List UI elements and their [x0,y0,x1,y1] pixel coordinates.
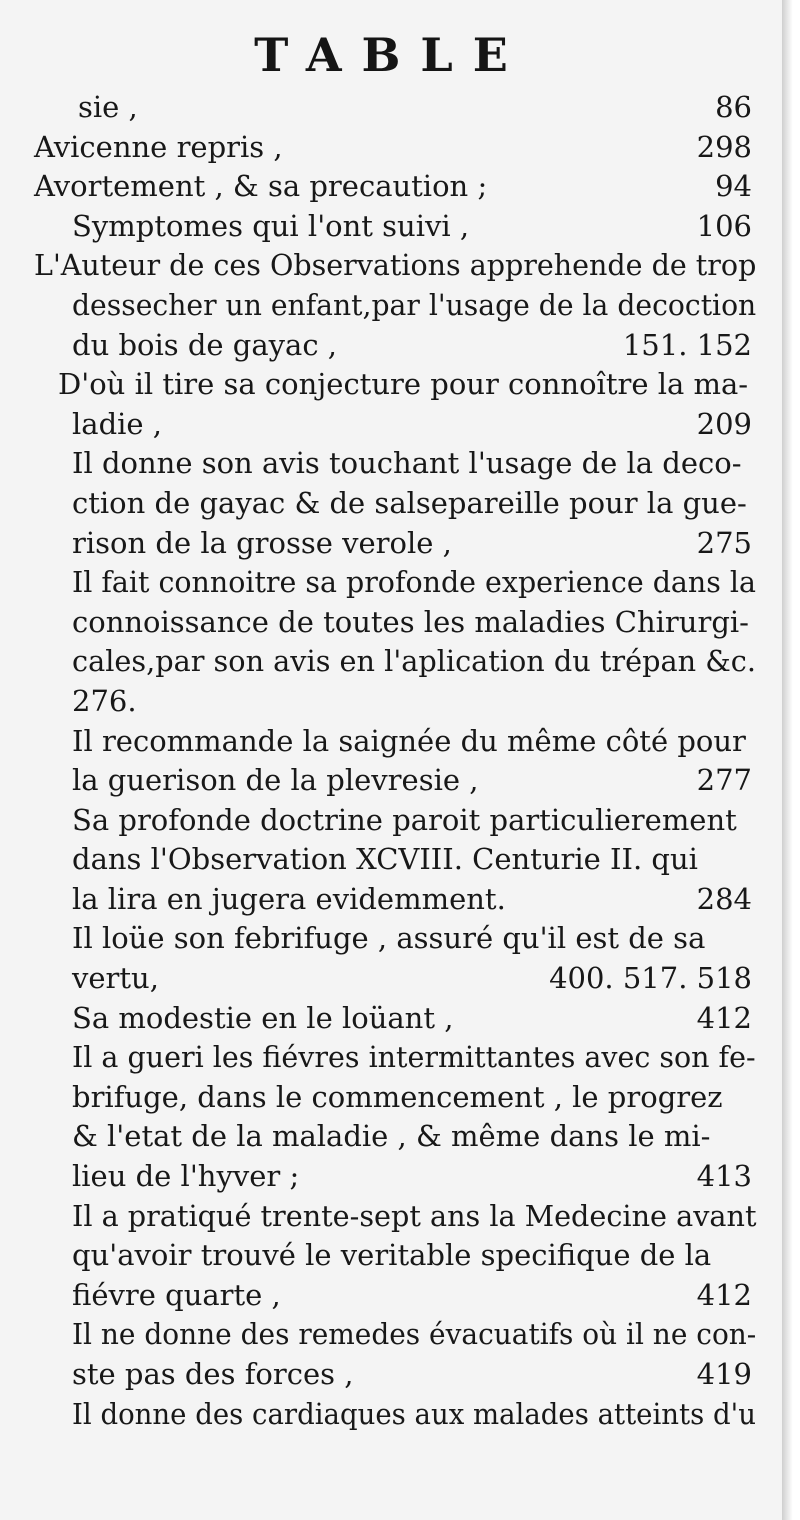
entry-text: sie , [78,90,138,124]
page-number: 284 [696,881,752,916]
entry-text: Sa profonde doctrine paroit particulierement [72,802,737,837]
entry-text: Il donne des cardiaques aux malades atteints d'u [72,1396,756,1431]
index-line [0,1276,782,1316]
index-line [0,682,782,722]
index-line [0,88,782,128]
entry-text: Il donne son avis touchant l'usage de la deco- [72,446,742,481]
index-line [0,1315,782,1355]
index-line [0,959,782,999]
index-line [0,484,782,524]
index-line [0,722,782,762]
index-line [0,246,782,286]
index-line [0,444,782,484]
page-number: 209 [696,406,752,441]
index-line [0,1038,782,1078]
entry-text: Avicenne repris , [34,129,283,164]
page-header: TABLE [254,28,528,82]
index-line [0,128,782,168]
entry-text: vertu, [72,961,159,996]
page-number: 277 [696,763,752,798]
entry-text: dessecher un enfant,par l'usage de la decoction [72,287,757,322]
entry-text: ction de gayac & de salsepareille pour la gue- [72,485,747,520]
index-line [0,1395,782,1435]
index-line [0,365,782,405]
index-line [0,919,782,959]
entry-text: rison de la grosse verole , [72,525,452,560]
entry-text: la lira en jugera evidemment. [72,881,506,916]
index-line [0,1236,782,1276]
index-line [0,405,782,445]
index-line [0,167,782,207]
entry-text: Il recommande la saignée du même côté pour [72,723,746,758]
entry-text: dans l'Observation XCVIII. Centurie II. qui [72,842,698,877]
page-number: 419 [696,1357,752,1391]
entry-text: Il a gueri les fiévres intermittantes avec son fe- [72,1040,756,1075]
index-line [0,286,782,326]
entry-text: connoissance de toutes les maladies Chirurgi- [72,604,749,639]
entry-text: D'où il tire sa conjecture pour connoître la ma- [58,367,749,402]
index-line [0,1157,782,1197]
page-number: 275 [696,525,752,560]
index-line [0,563,782,603]
index-line [0,999,782,1039]
index-line [0,1117,782,1157]
page-number: 298 [696,129,752,164]
entry-text: ladie , [72,406,163,441]
entry-text: L'Auteur de ces Observations apprehende de trop [34,248,757,283]
index-line [0,603,782,643]
entry-text: Il ne donne des remedes évacuatifs où il ne con- [72,1317,757,1352]
index-line [0,326,782,366]
index-line [0,880,782,920]
entry-text: Il loüe son febrifuge , assuré qu'il est de sa [72,921,706,956]
index-line [0,840,782,880]
index-line [0,1078,782,1118]
entry-text: fiévre quarte , [72,1277,281,1312]
page-number: 151. 152 [622,327,752,362]
page-number: 412 [696,1000,752,1035]
page-number: 86 [715,90,752,124]
page-number: 412 [696,1277,752,1312]
entry-text: cales,par son avis en l'aplication du trépan &c. [72,644,756,679]
entry-text: brifuge, dans le commencement , le progrez [72,1079,723,1114]
entry-text: 276. [72,683,137,718]
entry-text: & l'etat de la maladie , & même dans le mi- [72,1119,711,1154]
entry-text: ste pas des forces , [72,1357,354,1391]
entry-text: la guerison de la plevresie , [72,763,479,798]
entry-text: Il fait connoitre sa profonde experience dans la [72,565,756,600]
page-number: 106 [696,208,752,243]
page-number: 413 [696,1159,752,1194]
page-edge [782,0,800,1520]
index-line [0,801,782,841]
entry-text: Sa modestie en le loüant , [72,1000,454,1035]
index-line [0,1355,782,1395]
index-line [0,1197,782,1237]
entry-text: Il a pratiqué trente-sept ans la Medecine avant [72,1198,757,1233]
index-line [0,207,782,247]
index-line [0,761,782,801]
entry-text: lieu de l'hyver ; [72,1159,300,1194]
entry-text: qu'avoir trouvé le veritable specifique de la [72,1238,712,1273]
index-entries [0,88,782,1434]
index-line [0,524,782,564]
index-line [0,642,782,682]
entry-text: Symptomes qui l'ont suivi , [72,208,470,243]
entry-text: Avortement , & sa precaution ; [34,169,488,204]
page-number: 94 [715,169,752,204]
page-number: 400. 517. 518 [549,961,752,996]
entry-text: du bois de gayac , [72,327,338,362]
